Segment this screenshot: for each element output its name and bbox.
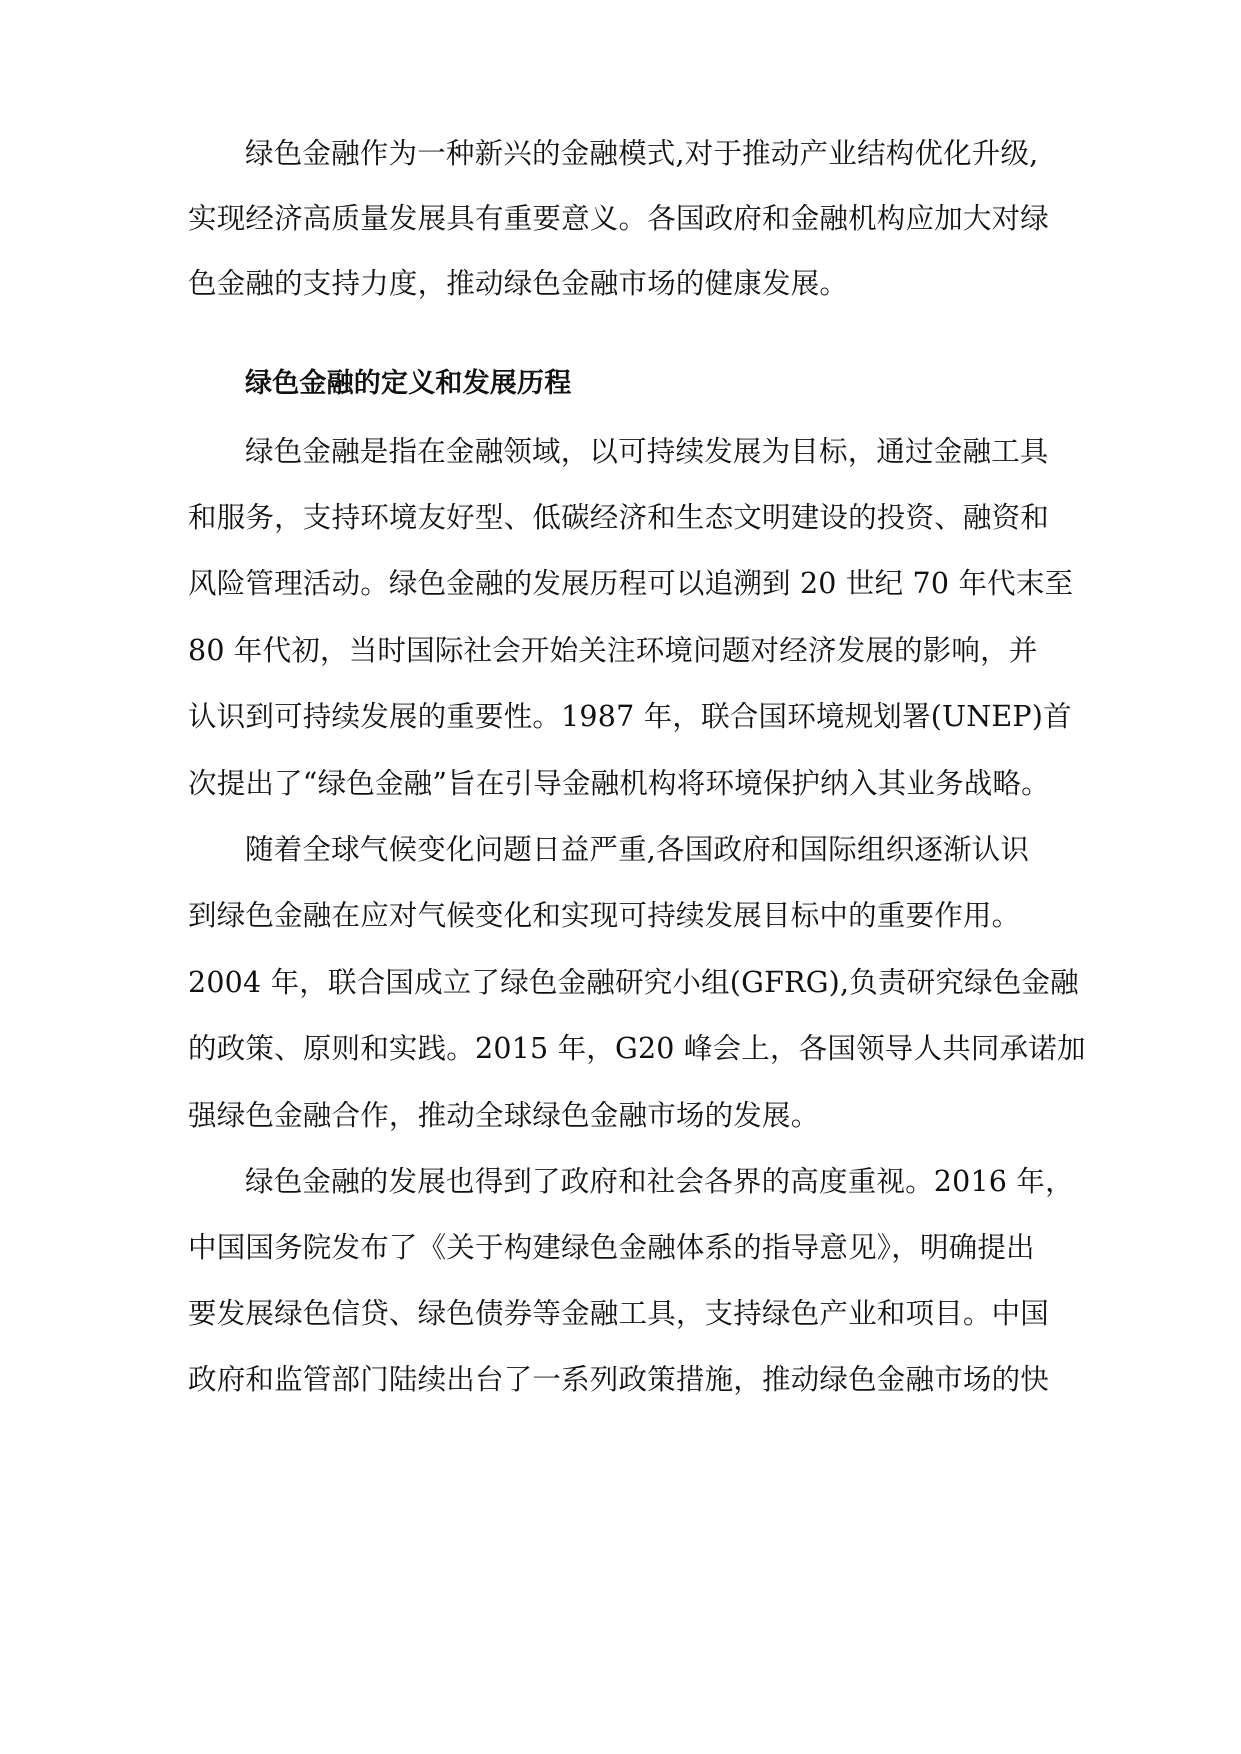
text-line: 和服务，支持环境友好型、低碳经济和生态文明建设的投资、融资和	[188, 501, 1050, 534]
text-line: 风险管理活动。绿色金融的发展历程可以追溯到 20 世纪 70 年代末至	[188, 567, 1074, 600]
text-line: 次提出了“绿色金融”旨在引导金融机构将环境保护纳入其业务战略。	[188, 767, 1050, 800]
text-line: 的政策、原则和实践。2015 年，G20 峰会上，各国领导人共同承诺加	[188, 1032, 1086, 1065]
text-line: 80 年代初，当时国际社会开始关注环境问题对经济发展的影响，并	[188, 634, 1038, 667]
text-line: 认识到可持续发展的重要性。1987 年，联合国环境规划署(UNEP)首	[188, 700, 1072, 733]
text-line: 随着全球气候变化问题日益严重,各国政府和国际组织逐渐认识	[245, 833, 1030, 866]
section-heading: 绿色金融的定义和发展历程	[245, 368, 572, 399]
text-line: 绿色金融的发展也得到了政府和社会各界的高度重视。2016 年，	[245, 1165, 1074, 1198]
text-line: 强绿色金融合作，推动全球绿色金融市场的发展。	[188, 1099, 820, 1132]
text-line: 色金融的支持力度，推动绿色金融市场的健康发展。	[188, 267, 849, 300]
text-line: 绿色金融是指在金融领域，以可持续发展为目标，通过金融工具	[245, 435, 1049, 468]
text-line: 政府和监管部门陆续出台了一系列政策措施，推动绿色金融市场的快	[188, 1363, 1050, 1396]
text-line: 绿色金融作为一种新兴的金融模式,对于推动产业结构优化升级,	[245, 137, 1039, 170]
text-line: 2004 年，联合国成立了绿色金融研究小组(GFRG),负责研究绿色金融	[188, 966, 1079, 999]
text-line: 实现经济高质量发展具有重要意义。各国政府和金融机构应加大对绿	[188, 202, 1050, 235]
text-line: 到绿色金融在应对气候变化和实现可持续发展目标中的重要作用。	[188, 899, 1021, 932]
text-line: 要发展绿色信贷、绿色债券等金融工具，支持绿色产业和项目。中国	[188, 1297, 1050, 1330]
text-line: 中国国务院发布了《关于构建绿色金融体系的指导意见》，明确提出	[188, 1231, 1035, 1264]
